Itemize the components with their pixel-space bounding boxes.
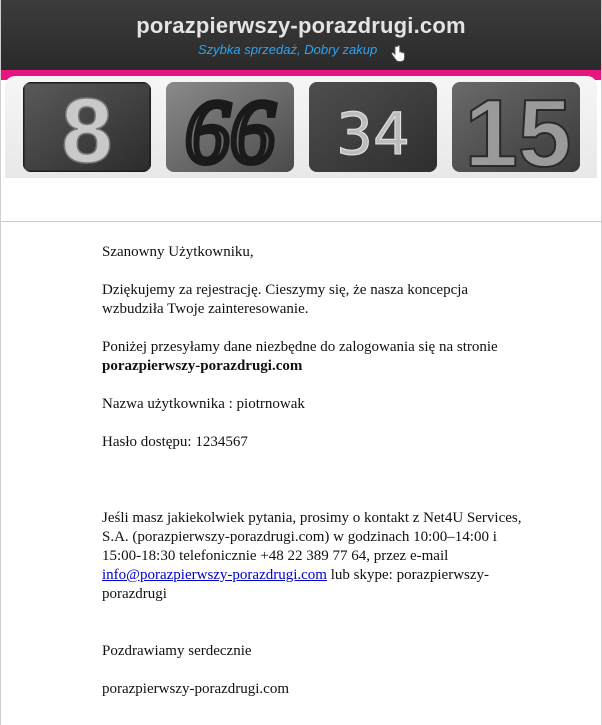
closing: Pozdrawiamy serdecznie bbox=[102, 643, 252, 659]
greeting: Szanowny Użytkowniku, bbox=[102, 244, 254, 260]
site-header bbox=[1, 0, 601, 70]
password-label: Hasło dostępu: bbox=[102, 434, 196, 450]
number-banner bbox=[5, 76, 597, 178]
email-body bbox=[102, 243, 532, 699]
login-paragraph bbox=[102, 338, 532, 376]
username-value: piotrnowak bbox=[236, 396, 305, 412]
site-title: porazpierwszy-porazdrugi.com bbox=[136, 13, 466, 38]
banner-tile bbox=[452, 82, 580, 172]
banner-tile bbox=[23, 82, 151, 172]
header-divider bbox=[1, 221, 601, 222]
hand-cursor-icon bbox=[390, 45, 406, 63]
password-value: 1234567 bbox=[195, 434, 248, 450]
banner-tile-number: 34 bbox=[336, 100, 410, 168]
contact-email-link[interactable]: info@porazpierwszy-porazdrugi.com bbox=[102, 567, 327, 583]
banner-tile bbox=[166, 82, 294, 172]
contact-text: Jeśli masz jakiekolwiek pytania, prosimy o kontakt z Net4U Services, S.A. (porazpierwszy-porazdrugi.com) w godzinach 10:00–14:00 i 15:00-18:30 telefonicznie +48 22 389 77 64, przez e-mail bbox=[102, 510, 522, 564]
username-line bbox=[102, 395, 532, 414]
signature: porazpierwszy-porazdrugi.com bbox=[102, 681, 290, 697]
login-site: porazpierwszy-porazdrugi.com bbox=[102, 358, 303, 374]
site-tagline: Szybka sprzedaż, Dobry zakup bbox=[198, 42, 378, 57]
thanks-paragraph: Dziękujemy za rejestrację. Cieszymy się, że nasza koncepcja wzbudziła Twoje zainteresowanie. bbox=[102, 282, 469, 317]
banner-tile-number: 15 bbox=[464, 82, 572, 172]
password-line bbox=[102, 433, 532, 452]
username-label: Nazwa użytkownika : bbox=[102, 396, 237, 412]
banner-tile bbox=[309, 82, 437, 172]
banner-tile-number: 66 bbox=[185, 83, 275, 172]
contact-paragraph bbox=[102, 509, 532, 604]
contact-text-skype: lub skype: porazpierwszy-porazdrugi bbox=[102, 567, 490, 602]
banner-tile-number: 8 bbox=[61, 82, 113, 172]
login-intro: Poniżej przesyłamy dane niezbędne do zalogowania się na stronie bbox=[102, 339, 498, 355]
